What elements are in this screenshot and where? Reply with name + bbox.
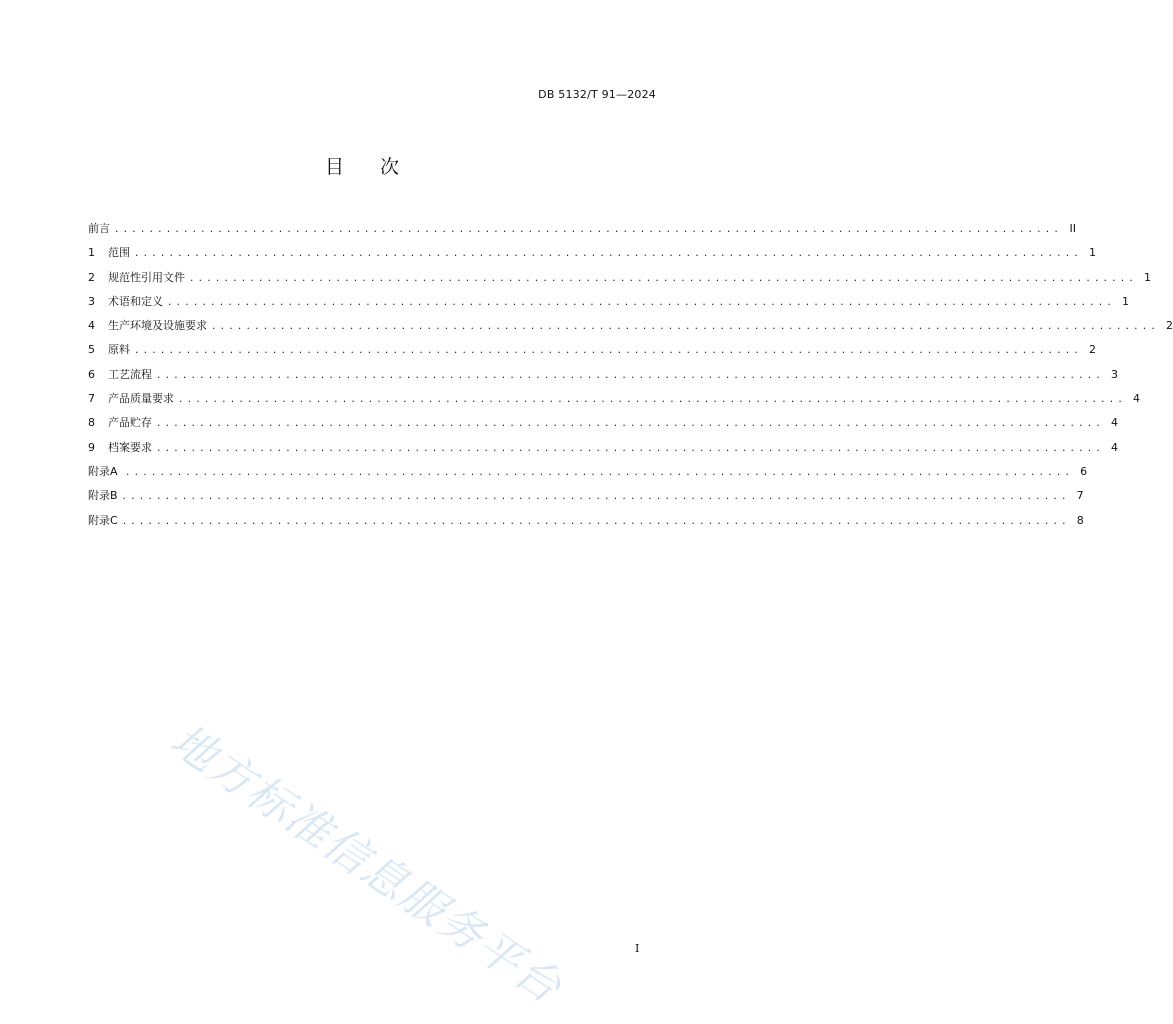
toc-entry-foreword[interactable] xyxy=(88,220,1077,244)
toc-number: 9 xyxy=(88,440,95,454)
toc-entry-quality-requirements[interactable] xyxy=(88,390,1141,414)
toc-page: 4 xyxy=(1111,440,1119,454)
toc-number: 2 xyxy=(88,270,95,284)
toc-entry-terms-definitions[interactable] xyxy=(88,293,1130,317)
toc-label: 档案要求 xyxy=(108,440,152,454)
table-of-contents xyxy=(88,220,1173,536)
toc-page: 4 xyxy=(1133,392,1141,406)
toc-page: 3 xyxy=(1111,367,1119,381)
toc-number: 1 xyxy=(88,246,95,260)
toc-leader: .............................................................................................................. xyxy=(121,516,1070,527)
toc-entry-environment-facilities[interactable] xyxy=(88,317,1173,341)
toc-leader: .............................................................................................................. xyxy=(156,419,1105,430)
toc-label: 产品贮存 xyxy=(108,416,152,430)
toc-leader: .............................................................................................................. xyxy=(125,467,1074,478)
toc-label: 原料 xyxy=(108,343,130,357)
toc-entry-process-flow[interactable] xyxy=(88,366,1119,390)
toc-number: 8 xyxy=(88,416,95,430)
toc-page: 1 xyxy=(1122,294,1130,308)
toc-page: 7 xyxy=(1076,489,1084,503)
toc-leader: .............................................................................................................. xyxy=(211,322,1160,333)
toc-entry-records[interactable] xyxy=(88,439,1119,463)
toc-number: 6 xyxy=(88,367,95,381)
watermark: 地方标准信息服务平台 xyxy=(161,714,572,1015)
toc-label: 工艺流程 xyxy=(108,367,152,381)
toc-label: 附录A xyxy=(88,464,122,478)
toc-label: 产品质量要求 xyxy=(108,392,174,406)
toc-label: 生产环境及设施要求 xyxy=(108,319,207,333)
toc-label: 范围 xyxy=(108,246,130,260)
toc-leader: .............................................................................................................. xyxy=(167,297,1116,308)
toc-page: 2 xyxy=(1089,343,1097,357)
toc-leader: .............................................................................................................. xyxy=(121,492,1070,503)
toc-entry-scope[interactable] xyxy=(88,244,1097,268)
toc-entry-storage[interactable] xyxy=(88,414,1119,438)
toc-label: 术语和定义 xyxy=(108,294,163,308)
toc-number: 3 xyxy=(88,294,95,308)
page-number: I xyxy=(635,942,640,955)
toc-entry-raw-materials[interactable] xyxy=(88,341,1097,365)
document-code: DB 5132/T 91—2024 xyxy=(538,88,656,101)
toc-leader: .............................................................................................................. xyxy=(134,249,1083,260)
toc-label: 前言 xyxy=(88,222,110,235)
toc-label: 附录C xyxy=(88,513,118,527)
toc-page: 2 xyxy=(1166,319,1173,333)
toc-label: 附录B xyxy=(88,489,118,503)
toc-number: 5 xyxy=(88,343,95,357)
toc-number: 7 xyxy=(88,392,95,406)
toc-label: 规范性引用文件 xyxy=(108,270,185,284)
toc-leader: .............................................................................................................. xyxy=(114,225,1063,235)
toc-title: 目次 xyxy=(324,156,435,178)
toc-entry-appendix-b[interactable] xyxy=(88,487,1084,511)
toc-leader: .............................................................................................................. xyxy=(134,346,1083,357)
toc-page: 1 xyxy=(1089,246,1097,260)
toc-page: 8 xyxy=(1076,513,1084,527)
toc-page: 4 xyxy=(1111,416,1119,430)
toc-page: 6 xyxy=(1080,464,1088,478)
toc-entry-normative-references[interactable] xyxy=(88,269,1152,293)
toc-entry-appendix-c[interactable] xyxy=(88,512,1084,536)
toc-page: 1 xyxy=(1144,270,1152,284)
toc-leader: .............................................................................................................. xyxy=(189,273,1138,284)
toc-leader: .............................................................................................................. xyxy=(178,395,1127,406)
toc-number: 4 xyxy=(88,319,95,333)
toc-page: II xyxy=(1069,222,1077,235)
toc-entry-appendix-a[interactable] xyxy=(88,463,1088,487)
toc-leader: .............................................................................................................. xyxy=(156,443,1105,454)
toc-leader: .............................................................................................................. xyxy=(156,370,1105,381)
